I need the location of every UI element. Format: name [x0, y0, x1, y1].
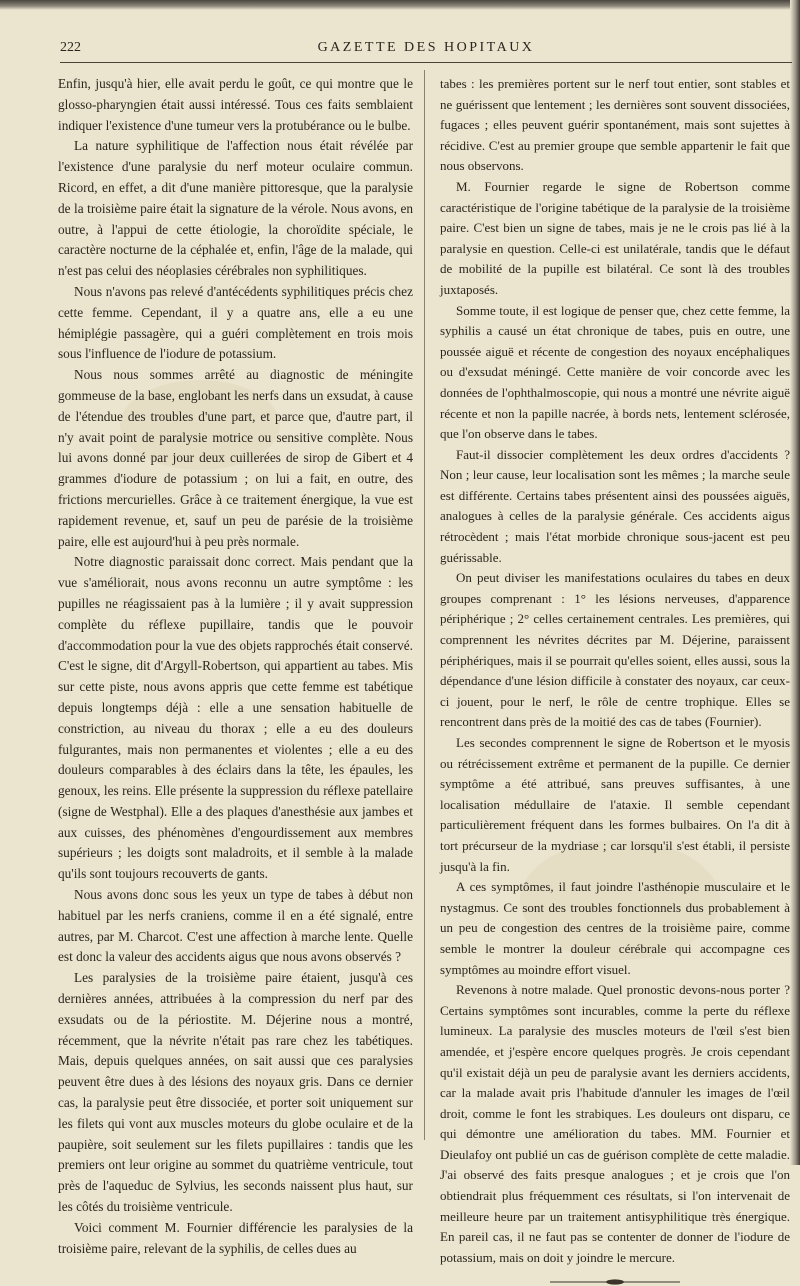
column-divider — [424, 70, 425, 1140]
page-right-edge — [790, 0, 800, 1165]
paragraph: M. Fournier regarde le signe de Robertson comme caractéristique de l'origine tabétique de la paralysie de la troisième paire. C'est bien un signe de tabes, mais je ne le crois pas lié à la paralysie en question. Celle-ci est unilatérale, tandis que le défaut de mobilité de la pupille est bilatéral. Ce sont là des troubles juxtaposés. — [440, 178, 790, 297]
paragraph: Les secondes comprennent le signe de Robertson et le myosis ou rétrécissement extrême et permanent de la pupille. Ce dernier symptôme a été attribué, sans preuves suffisantes, à une localisation médullaire de l'ataxie. Il semble cependant particulièrement fréquent dans les formes bulbaires. On l'a dit à tort précurseur de la mydriase ; car lorsqu'il s'est établi, il persiste jusqu'à la fin. — [440, 735, 790, 874]
paragraph: Nous nous sommes arrêté au diagnostic de méningite gommeuse de la base, englobant les nerfs dans un exsudat, à cause de l'étendue des troubles d'une part, et parce que, d'autre part, il n'y avait point de paralysie motrice ou sensitive complète. Nous lui avons donné par jour deux cuillerées de sirop de Gibert et 4 grammes d'iodure de potassium ; on lui a fait, en outre, des frictions mercurielles. Grâce à ce traitement énergique, la vue est rapidement revenue, et, sauf un peu de parésie de la troisième paire, elle est aujourd'hui à peu près normale. — [58, 367, 413, 549]
left-column — [58, 74, 414, 1256]
running-header — [60, 38, 792, 63]
paragraph: A ces symptômes, il faut joindre l'asthénopie musculaire et le nystagmus. Ce sont des troubles fonctionnels dus probablement à un peu de congestion des centres de la troisième paire, comme semble le montrer la douleur cérébrale qui accompagne ces symptômes au moindre effort visuel. — [440, 879, 790, 977]
paragraph: Nous avons donc sous les yeux un type de tabes à début non habituel par les nerfs craniens, comme il en a été signalé, entre autres, par M. Charcot. C'est une affection à marche lente. Quelle est donc la valeur des accidents aigus que nous avons observés ? — [58, 887, 413, 965]
paragraph: On peut diviser les manifestations oculaires du tabes en deux groupes comprenant : 1° les lésions nerveuses, d'apparence périphérique ; 2° celles certainement centrales. Les premières, qui comprennent les névrites décrites par M. Déjerine, paraissent périphériques, mais il se pourrait qu'elles soient, elles aussi, sous la dépendance d'une lésion difficile à constater des noyaux, car ceux-ci jouent, pour le nerf, le rôle de centre trophique. Elles se rencontrent dans près de la moitié des cas de tabes (Fournier). — [440, 570, 790, 730]
paragraph: Voici comment M. Fournier différencie les paralysies de la troisième paire, relevant de la syphilis, de celles dues au — [58, 1219, 413, 1256]
paragraph: Revenons à notre malade. Quel pronostic devons-nous porter ? Certains symptômes sont incurables, comme la perte du réflexe lumineux. La paralysie des muscles moteurs de l'œil s'est bien amendée, et j'espère encore quelques progrès. Je crois cependant qu'il existait déjà un peu de paralysie avant les derniers accidents, car la malade avait pris l'habitude d'annuler les images de l'œil droit, comme le font les strabiques. Les douleurs ont disparu, ce qui démontre une amélioration du tabes. MM. Fournier et Dieulafoy ont publié un cas de guérison complète de cette maladie. J'ai observé des faits presque analogues ; et je crois que l'on obtiendrait plus fréquemment ces résultats, si l'on intervenait de meilleure heure par un traitement antisyphilitique très énergique. En pareil cas, il ne faut pas se contenter de donner de l'iodure de potassium, mais on doit y joindre le mercure. — [440, 982, 790, 1265]
paragraph: Nous n'avons pas relevé d'antécédents syphilitiques précis chez cette femme. Cependant, il y a quatre ans, elle a eu une hémiplégie passagère, qui a guéri complètement en trois mois sous l'influence de l'iodure de potassium. — [58, 283, 413, 362]
journal-title: GAZETTE DES HOPITAUX — [317, 40, 535, 55]
paragraph: tabes : les premières portent sur le nerf tout entier, sont stables et ne guérissent que lentement ; les dernières sont souvent dissociées, fugaces ; elles peuvent guérir spontanément, mais sont sujettes à récidive. C'est au premier groupe que semble appartenir le fait que nous observons. — [440, 76, 790, 174]
paragraph: La nature syphilitique de l'affection nous était révélée par l'existence d'une paralysie du nerf moteur oculaire commun. Ricord, en effet, a dit d'une manière pittoresque, que la paralysie de la troisième paire était la signature de la vérole. Nous avons, en outre, à l'appui de cette étiologie, la choroïdite spéciale, le caractère nocturne de la céphalée et, enfin, l'âge de la malade, qui n'est pas celui des néoplasies cérébrales non syphilitiques. — [58, 138, 413, 279]
page-top-edge — [0, 0, 800, 10]
end-ornament-rule — [550, 1278, 680, 1286]
page-number: 222 — [60, 40, 81, 55]
paragraph: Enfin, jusqu'à hier, elle avait perdu le goût, ce qui montre que le glosso-pharyngien était aussi intéressé. Tous ces faits semblaient indiquer l'existence d'une tumeur vers la protubérance ou le bulbe. — [58, 76, 413, 133]
paragraph: Somme toute, il est logique de penser que, chez cette femme, la syphilis a causé un état chronique de tabes, puis en outre, une poussée aiguë et récente de congestion des noyaux encéphaliques ou d'exsudat méningé. Cette manière de voir concorde avec les données de l'ophthalmoscopie, qui nous a montré une névrite aiguë récente et non la papille nacrée, à bords nets, lentement sclérosée, que l'on observe dans le tabes. — [440, 302, 790, 442]
right-column — [440, 74, 790, 1265]
paragraph: Notre diagnostic paraissait donc correct. Mais pendant que la vue s'améliorait, nous avons reconnu un autre symptôme : les pupilles ne réagissaient pas à la lumière ; il y avait suppression complète du réflexe pupillaire, tandis que le pouvoir d'accommodation pour la vue des objets rapprochés était conservé. C'est le signe, dit d'Argyll-Robertson, qui appartient au tabes. Mis sur cette piste, nous avons appris que cette femme est tabétique depuis longtemps déjà : elle a une sensation habituelle de constriction, au niveau du thorax ; elle a eu des douleurs fulgurantes, mais non permanentes et violentes ; elle a eu des douleurs comparables à des éclairs dans la tête, les épaules, les genoux, les reins. Elle présente la suppression du réflexe patellaire (signe de Westphal). Elle a des plaques d'anesthésie aux jambes et aux cuisses, des phénomènes d'engourdissement aux membres supérieurs ; les doigts sont maladroits, et il semble à la malade qu'ils sont toujours recouverts de gants. — [58, 554, 414, 882]
paragraph: Les paralysies de la troisième paire étaient, jusqu'à ces dernières années, attribuées à la compression du nerf par des exsudats ou de la périostite. M. Déjerine nous a montré, récemment, que la névrite n'était pas rare chez les tabétiques. Mais, depuis quelques années, on sait aussi que ces paralysies peuvent être dues à des lésions des noyaux gris. Dans ce dernier cas, la paralysie peut être dissociée, et porter soit uniquement sur les filets qui vont aux muscles moteurs du globe oculaire et de la paupière, soit seulement sur les filets pupillaires : tandis que les premiers ont leur origine au sommet du quatrième ventricule, tout près de l'aqueduc de Sylvius, les seconds naissent plus haut, sur les côtés du troisième ventricule. — [58, 970, 413, 1215]
paragraph: Faut-il dissocier complètement les deux ordres d'accidents ? Non ; leur cause, leur localisation sont les mêmes ; la marche seule est différente. Certains tabes présentent ainsi des poussées aiguës, analogues à celles de la paralysie générale. Ces accidents aigus rétrocèdent ; mais l'état morbide chronique sous-jacent est peu guérissable. — [440, 446, 790, 565]
